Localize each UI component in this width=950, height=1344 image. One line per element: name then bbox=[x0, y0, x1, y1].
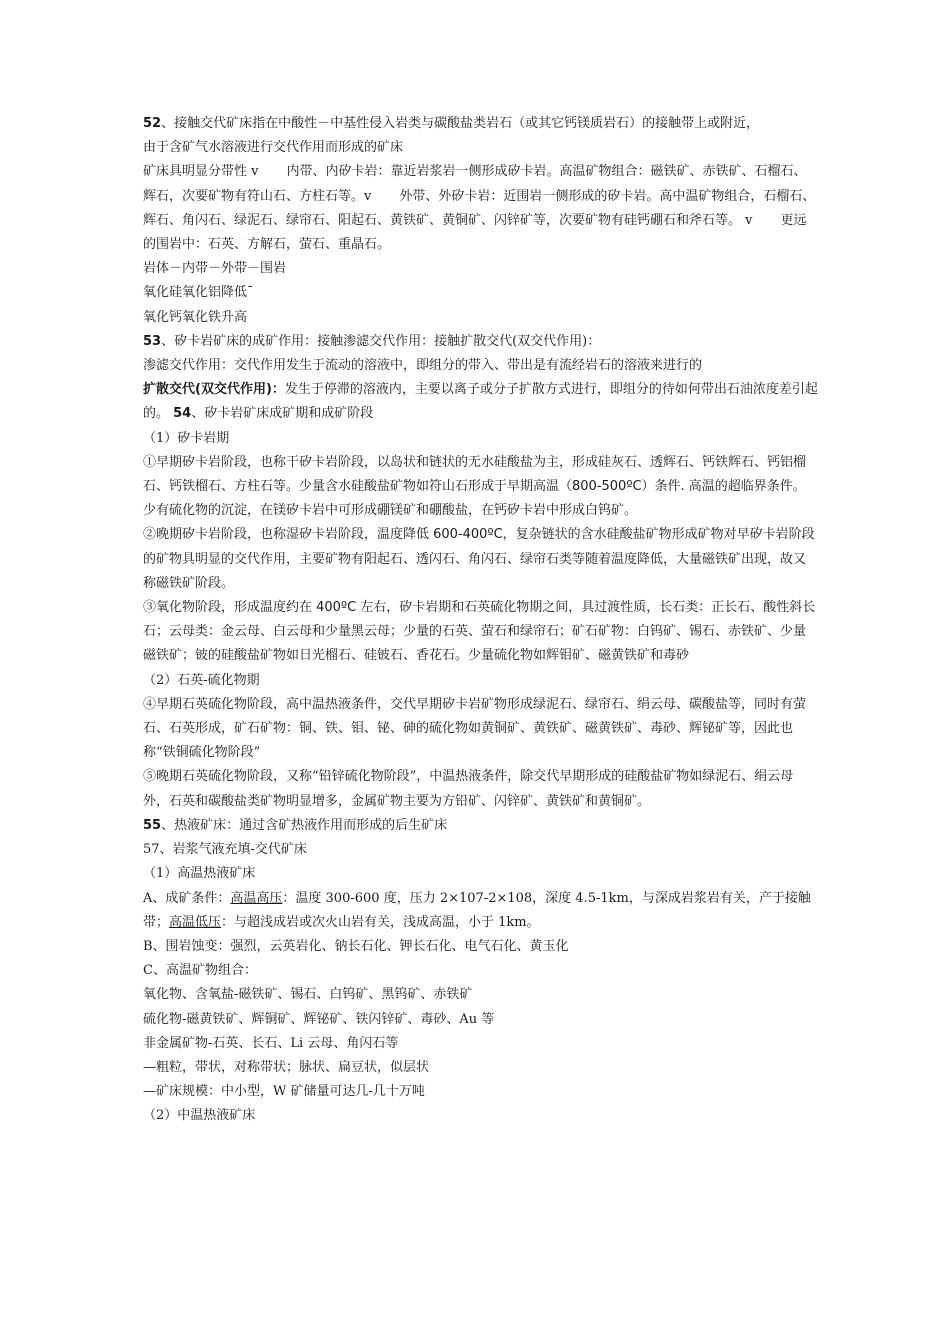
paragraph-52 bbox=[143, 112, 818, 136]
mineral-line-5: —矿床规模：中小型，W 矿储量可达几-几十万吨 bbox=[143, 1084, 425, 1100]
seepage-paragraph: 渗滤交代作用：交代作用发生于流动的溶液中，即组分的带入、带出是有流经岩石的溶液来进行的 bbox=[143, 358, 703, 374]
heading-quartz-sulfide-period: （2）石英-硫化物期 bbox=[143, 672, 260, 688]
condition-b: B、围岩蚀变：强烈，云英岩化、钠长石化、钾长石化、电气石化、黄玉化 bbox=[143, 938, 569, 954]
decrease-line: 氧化硅氧化铝降低¯ bbox=[143, 285, 254, 301]
paragraph-53 bbox=[143, 330, 818, 354]
text: ③氧化物阶段，形成温度约在 bbox=[143, 600, 317, 616]
stage-4: ④早期石英硫化物阶段，高中温热液条件，交代早期矽卡岩矿物形成绿泥石、绿帘石、绢云母、碳酸盐等，同时有萤石、石英形成，矿石矿物：铜、铁、钼、铋、砷的硫化物如黄铜矿、黄铁矿、磁黄铁矿、毒砂、辉铋矿等，因此也称“铁铜硫化物阶段” bbox=[143, 696, 807, 761]
underlined-term: 高温低压 bbox=[169, 914, 222, 930]
temperature: 600-400ºC bbox=[433, 527, 503, 543]
heading-skarn-period: （1）矽卡岩期 bbox=[143, 430, 230, 446]
diffusion-paragraph bbox=[143, 378, 818, 426]
paragraph-57: 57、岩浆气液充填-交代矿床 bbox=[143, 842, 307, 858]
text: 、接触交代矿床指在中酸性－中基性侵入岩类与碳酸盐类岩石（或其它钙镁质岩石）的接触带上或附近， bbox=[161, 116, 760, 131]
stage-2 bbox=[143, 523, 818, 596]
section-number: 55 bbox=[143, 817, 162, 833]
text: ）条件. 高温的超临界条件。少有硫化物的沉淀，在镁矽卡岩中可形成硼镁矿和硼酸盐，在钙矽卡岩中形成白钨矿。 bbox=[143, 479, 806, 519]
section-number: 54 bbox=[173, 406, 192, 422]
section-number: 52 bbox=[143, 116, 162, 131]
condition-a bbox=[143, 887, 818, 935]
zoning-paragraph bbox=[143, 160, 818, 257]
text: 、矽卡岩矿床成矿期和成矿阶段 bbox=[191, 406, 374, 422]
temperature: 800-500ºC bbox=[572, 479, 642, 495]
stage-3 bbox=[143, 596, 818, 669]
heading-high-temp: （1）高温热液矿床 bbox=[143, 866, 256, 882]
text: ：与超浅成岩或次火山岩有关，浅成高温，小于 1km。 bbox=[221, 914, 540, 930]
paragraph-55 bbox=[143, 814, 818, 838]
mineral-line-4: —粗粒，带状，对称带状；脉状、扁豆状，似层状 bbox=[143, 1059, 430, 1075]
zone-sequence: 岩体－内带－外带－围岩 bbox=[143, 261, 287, 277]
text: 左右，矽卡岩期和石英硫化物期之间，具过渡性质，长石类：正长石、酸性斜长石；云母类：金云母、白云母和少量黑云母；少量的石英、萤石和绿帘石；矿石矿物：白钨矿、锡石、赤铁矿、少量磁铁矿；铍的硅酸盐矿物如日光榴石、硅铍石、香花石。少量硫化物如辉钼矿、磁黄铁矿和毒砂 bbox=[143, 600, 816, 664]
text: 矿床具明显分带性 v bbox=[143, 164, 259, 180]
text: 内带、内矽卡岩：靠近岩浆岩一侧形成矽卡岩。高温矿物组合：磁铁矿、赤铁矿、石榴石、辉石，次要矿物有符山石、方柱石等。v bbox=[143, 164, 807, 204]
stage-1 bbox=[143, 451, 818, 524]
increase-line: 氧化钙氧化铁升高 bbox=[143, 309, 248, 325]
mineral-line-1: 氧化物、含氧盐-磁铁矿、锡石、白钨矿、黑钨矿、赤铁矿 bbox=[143, 987, 473, 1003]
paragraph-52-cont: 由于含矿气水溶液进行交代作用而形成的矿床 bbox=[143, 140, 404, 156]
section-number: 53 bbox=[143, 333, 162, 349]
text: A、成矿条件： bbox=[143, 890, 231, 906]
text: 更远的围岩中：石英、方解石，萤石、重晶石。 bbox=[143, 212, 807, 253]
term: 扩散交代(双交代作用)： bbox=[143, 382, 285, 398]
text: ①早期矽卡岩阶段，也称干矽卡岩阶段，以岛状和链状的无水硅酸盐为主，形成硅灰石、透辉石、钙铁辉石、钙铝榴石、钙铁榴石、方柱石等。少量含水硅酸盐矿物如符山石形成于早期高温（ bbox=[143, 454, 807, 495]
underlined-term: 高温高压 bbox=[230, 890, 283, 906]
text: 、矽卡岩矿床的成矿作用：接触渗滤交代作用：接触扩散交代(双交代作用)： bbox=[161, 333, 601, 349]
mineral-line-2: 硫化物-磁黄铁矿、辉铜矿、辉铋矿、铁闪锌矿、毒砂、Au 等 bbox=[143, 1011, 495, 1027]
document-page bbox=[143, 112, 818, 1129]
text: 发生于停滞的溶液内，主要以离子或分子扩散方式进行，即组分的待如何带出石油浓度差引起的。 bbox=[143, 382, 818, 422]
text: ，复杂链状的含水硅酸盐矿物形成矿物对早矽卡岩阶段的矿物具明显的交代作用，主要矿物有阳起石、透闪石、角闪石、绿帘石类等随着温度降低，大量磁铁矿出现，故又称磁铁矿阶段。 bbox=[143, 527, 815, 591]
text: 、热液矿床：通过含矿热液作用而形成的后生矿床 bbox=[161, 817, 448, 833]
text: ：温度 300-600 度，压力 2×107-2×108，深度 4.5-1km，与深成岩浆岩有关，产于接触带； bbox=[143, 890, 811, 930]
text: ②晚期矽卡岩阶段，也称湿矽卡岩阶段，温度降低 bbox=[143, 527, 434, 543]
mineral-line-3: 非金属矿物-石英、长石、Li 云母、角闪石等 bbox=[143, 1035, 399, 1051]
heading-mid-temp: （2）中温热液矿床 bbox=[143, 1108, 256, 1124]
stage-5: ⑤晚期石英硫化物阶段，又称“铅锌硫化物阶段”，中温热液条件，除交代早期形成的硅酸盐矿物如绿泥石、绢云母外，石英和碳酸盐类矿物明显增多，金属矿物主要为方铅矿、闪锌矿、黄铁矿和黄铜矿。 bbox=[143, 769, 794, 809]
text: 外带、外矽卡岩：近围岩一侧形成的矽卡岩。高中温矿物组合，石榴石、辉石、角闪石、绿泥石、绿帘石、阳起石、黄铁矿、黄铜矿、闪锌矿等，次要矿物有硅钙硼石和斧石等。 v bbox=[143, 188, 816, 228]
condition-c: C、高温矿物组合： bbox=[143, 963, 257, 979]
temperature: 400ºC bbox=[316, 600, 357, 616]
